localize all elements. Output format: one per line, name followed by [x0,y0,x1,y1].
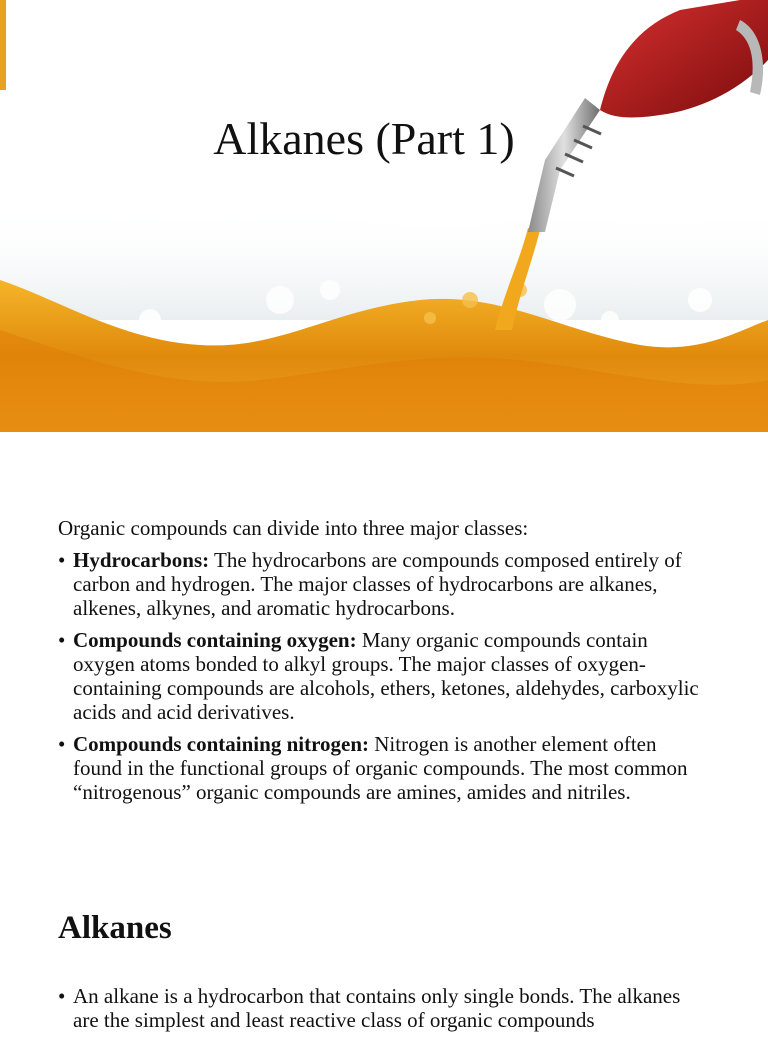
alkanes-list [58,984,708,1032]
list-item: • An alkane is a hydrocarbon that contains only single bonds. The alkanes are the simplest and least reactive class of organic compounds [58,984,708,1032]
hero-banner [0,0,768,432]
fuel-pour-illustration [0,0,768,432]
term-label: Compounds containing oxygen: [73,628,357,652]
intro-section [58,516,708,812]
term-description: The hydrocarbons are compounds composed entirely of carbon and hydrogen. The major classes of hydrocarbons are alkanes, alkenes, alkynes, and aromatic hydrocarbons. [73,548,682,620]
term-description: Many organic compounds contain oxygen atoms bonded to alkyl groups. The major classes of oxygen-containing compounds are alcohols, ethers, ketones, aldehydes, carboxylic acids and acid derivatives. [73,628,699,724]
term-description: Nitrogen is another element often found in the functional groups of organic compounds. The most common “nitrogenous” organic compounds are amines, amides and nitriles. [73,732,688,804]
alkanes-section [58,984,708,1040]
term-label: Compounds containing nitrogen: [73,732,370,756]
term-label: Hydrocarbons: [73,548,210,572]
class-list [58,548,708,804]
intro-text: Organic compounds can divide into three major classes: [58,516,529,540]
list-item-oxygen-compounds [58,628,708,724]
section-heading: Alkanes [58,910,172,946]
list-item-nitrogen-compounds [58,732,708,804]
slide-title: Alkanes (Part 1) [213,113,515,164]
list-item-hydrocarbons [58,548,708,620]
